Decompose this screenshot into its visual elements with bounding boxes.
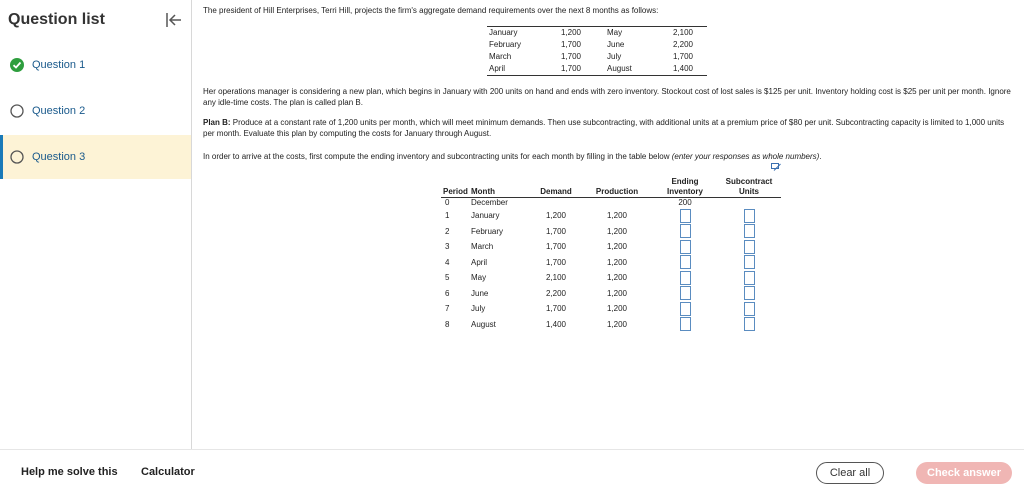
period-cell: 8 bbox=[445, 319, 450, 329]
month-cell: July bbox=[471, 304, 486, 314]
period-cell: 6 bbox=[445, 288, 450, 298]
month-cell: April bbox=[471, 257, 488, 267]
demand-cell: 1,700 bbox=[541, 63, 605, 76]
demand-cell: 1,700 bbox=[672, 52, 693, 61]
check-circle-icon bbox=[10, 58, 24, 72]
demand-cell: 1,400 bbox=[545, 319, 567, 329]
empty-circle-icon bbox=[10, 104, 24, 118]
production-cell: 1,200 bbox=[606, 319, 628, 329]
plan-b-label: Plan B: bbox=[203, 118, 231, 127]
table-row bbox=[487, 39, 707, 51]
demand-cell: 1,700 bbox=[545, 226, 567, 236]
collapse-sidebar-icon[interactable] bbox=[164, 11, 184, 29]
demand-cell: 1,200 bbox=[541, 27, 605, 40]
header-demand: Demand bbox=[531, 173, 581, 197]
question-label: Question 2 bbox=[32, 105, 86, 117]
demand-table bbox=[487, 26, 707, 76]
month-cell: August bbox=[471, 319, 496, 329]
ending-inventory-input[interactable] bbox=[680, 302, 691, 316]
table-row bbox=[441, 301, 781, 317]
table-row bbox=[441, 286, 781, 302]
ending-inventory-input[interactable] bbox=[680, 224, 691, 238]
header-ending-line1: Ending bbox=[671, 176, 699, 186]
month-cell: January bbox=[471, 211, 500, 221]
empty-circle-icon bbox=[10, 150, 24, 164]
header-month: Month bbox=[471, 173, 531, 197]
subcontract-units-input[interactable] bbox=[744, 302, 755, 316]
demand-cell: 2,200 bbox=[545, 288, 567, 298]
instruction-text: In order to arrive at the costs, first compute the ending inventory and subcontracting units for each month by filling in the table below bbox=[203, 152, 672, 161]
subcontract-units-input[interactable] bbox=[744, 317, 755, 331]
header-sub-line2: Units bbox=[739, 186, 759, 196]
table-row bbox=[487, 63, 707, 76]
plan-b-paragraph bbox=[203, 117, 1013, 139]
question-list-sidebar bbox=[0, 0, 192, 449]
production-cell: 1,200 bbox=[606, 211, 628, 221]
month-cell: February bbox=[489, 40, 522, 49]
table-row bbox=[441, 270, 781, 286]
month-cell: May bbox=[471, 273, 487, 283]
period-cell: 3 bbox=[445, 242, 450, 252]
demand-cell: 1,400 bbox=[663, 63, 707, 76]
table-row bbox=[487, 27, 707, 40]
header-sub-line1: Subcontract bbox=[725, 176, 773, 186]
edit-pencil-icon[interactable] bbox=[771, 163, 781, 171]
period-cell: 0 bbox=[445, 198, 450, 208]
demand-cell: 1,700 bbox=[545, 242, 567, 252]
check-answer-button[interactable]: Check answer bbox=[916, 462, 1012, 484]
question-label: Question 1 bbox=[32, 59, 86, 71]
header-subcontract-units bbox=[717, 173, 781, 197]
production-cell: 1,200 bbox=[606, 226, 628, 236]
plan-b-text: Produce at a constant rate of 1,200 units per month, which will meet minimum demands. Then use subcontracting, with additional units at a premium price of $80 per unit. Subcontracting capacity is limited to 1,000 units per month. Evaluate this plan by computing the costs for January through August. bbox=[203, 118, 1005, 138]
question-label: Question 3 bbox=[32, 151, 86, 163]
subcontract-units-input[interactable] bbox=[744, 240, 755, 254]
month-cell: July bbox=[607, 52, 622, 61]
table-header-row bbox=[441, 173, 781, 197]
month-cell: August bbox=[605, 63, 663, 76]
production-cell: 1,200 bbox=[606, 273, 628, 283]
problem-intro: The president of Hill Enterprises, Terri Hill, projects the firm's aggregate demand requirements over the next 8 months as follows: bbox=[203, 6, 659, 15]
period-cell: 7 bbox=[445, 304, 450, 314]
demand-cell: 1,200 bbox=[545, 211, 567, 221]
month-cell: January bbox=[487, 27, 541, 40]
subcontract-units-input[interactable] bbox=[744, 286, 755, 300]
period-cell: 1 bbox=[445, 211, 450, 221]
subcontract-units-input[interactable] bbox=[744, 271, 755, 285]
demand-cell: 2,200 bbox=[672, 40, 693, 49]
footer-bar bbox=[0, 449, 1024, 499]
header-ending-line2: Inventory bbox=[666, 186, 703, 196]
calculator-button[interactable]: Calculator bbox=[141, 466, 195, 478]
production-cell: 1,200 bbox=[606, 288, 628, 298]
demand-cell bbox=[531, 197, 581, 208]
instruction-paragraph bbox=[203, 151, 1013, 162]
table-row bbox=[441, 224, 781, 240]
instruction-end: . bbox=[819, 152, 822, 161]
production-cell: 1,200 bbox=[606, 304, 628, 314]
question-item-1[interactable] bbox=[0, 43, 191, 87]
table-row-december bbox=[441, 197, 781, 208]
demand-cell: 1,700 bbox=[545, 257, 567, 267]
ending-inventory-input[interactable] bbox=[680, 271, 691, 285]
instruction-note: (enter your responses as whole numbers) bbox=[671, 152, 820, 161]
question-item-2[interactable] bbox=[0, 89, 191, 133]
period-cell: 5 bbox=[445, 273, 450, 283]
demand-cell: 2,100 bbox=[545, 273, 567, 283]
month-cell: March bbox=[489, 52, 512, 61]
month-cell: June bbox=[607, 40, 625, 49]
production-cell: 1,200 bbox=[606, 242, 628, 252]
ending-inventory-cell: 200 bbox=[678, 198, 692, 208]
demand-cell: 1,700 bbox=[560, 52, 581, 61]
month-cell: June bbox=[471, 288, 489, 298]
question-item-3[interactable] bbox=[0, 135, 191, 179]
table-row bbox=[441, 239, 781, 255]
header-production: Production bbox=[581, 173, 653, 197]
subcontract-units-input[interactable] bbox=[744, 224, 755, 238]
plan-b-table bbox=[441, 173, 781, 332]
table-row bbox=[441, 317, 781, 333]
help-me-solve-button[interactable]: Help me solve this bbox=[21, 466, 118, 478]
table-row bbox=[441, 208, 781, 224]
header-period: Period bbox=[441, 173, 471, 197]
table-row bbox=[441, 255, 781, 271]
month-cell: April bbox=[487, 63, 541, 76]
clear-all-button[interactable]: Clear all bbox=[816, 462, 884, 484]
period-cell: 2 bbox=[445, 226, 450, 236]
header-ending-inventory bbox=[653, 173, 717, 197]
demand-cell: 1,700 bbox=[560, 40, 581, 49]
period-cell: 4 bbox=[445, 257, 450, 267]
ending-inventory-input[interactable] bbox=[680, 209, 691, 223]
table-row bbox=[487, 51, 707, 63]
production-cell: 1,200 bbox=[606, 257, 628, 267]
subcontract-units-input[interactable] bbox=[744, 255, 755, 269]
month-cell: May bbox=[605, 27, 663, 40]
month-cell: March bbox=[471, 242, 494, 252]
demand-cell: 1,700 bbox=[545, 304, 567, 314]
ending-inventory-input[interactable] bbox=[680, 240, 691, 254]
production-cell bbox=[581, 197, 653, 208]
ending-inventory-input[interactable] bbox=[680, 317, 691, 331]
plan-description: Her operations manager is considering a new plan, which begins in January with 200 units on hand and ends with zero inventory. Stockout cost of lost sales is $125 per unit. Inventory holding cost is $25 per unit per month. Ignore any idle-time costs. The plan is called plan B. bbox=[203, 87, 1011, 107]
ending-inventory-input[interactable] bbox=[680, 286, 691, 300]
sidebar-title: Question list bbox=[8, 11, 105, 28]
demand-cell: 2,100 bbox=[663, 27, 707, 40]
subcontract-cell bbox=[717, 197, 781, 208]
ending-inventory-input[interactable] bbox=[680, 255, 691, 269]
subcontract-units-input[interactable] bbox=[744, 209, 755, 223]
month-cell: December bbox=[471, 198, 508, 208]
month-cell: February bbox=[471, 226, 504, 236]
